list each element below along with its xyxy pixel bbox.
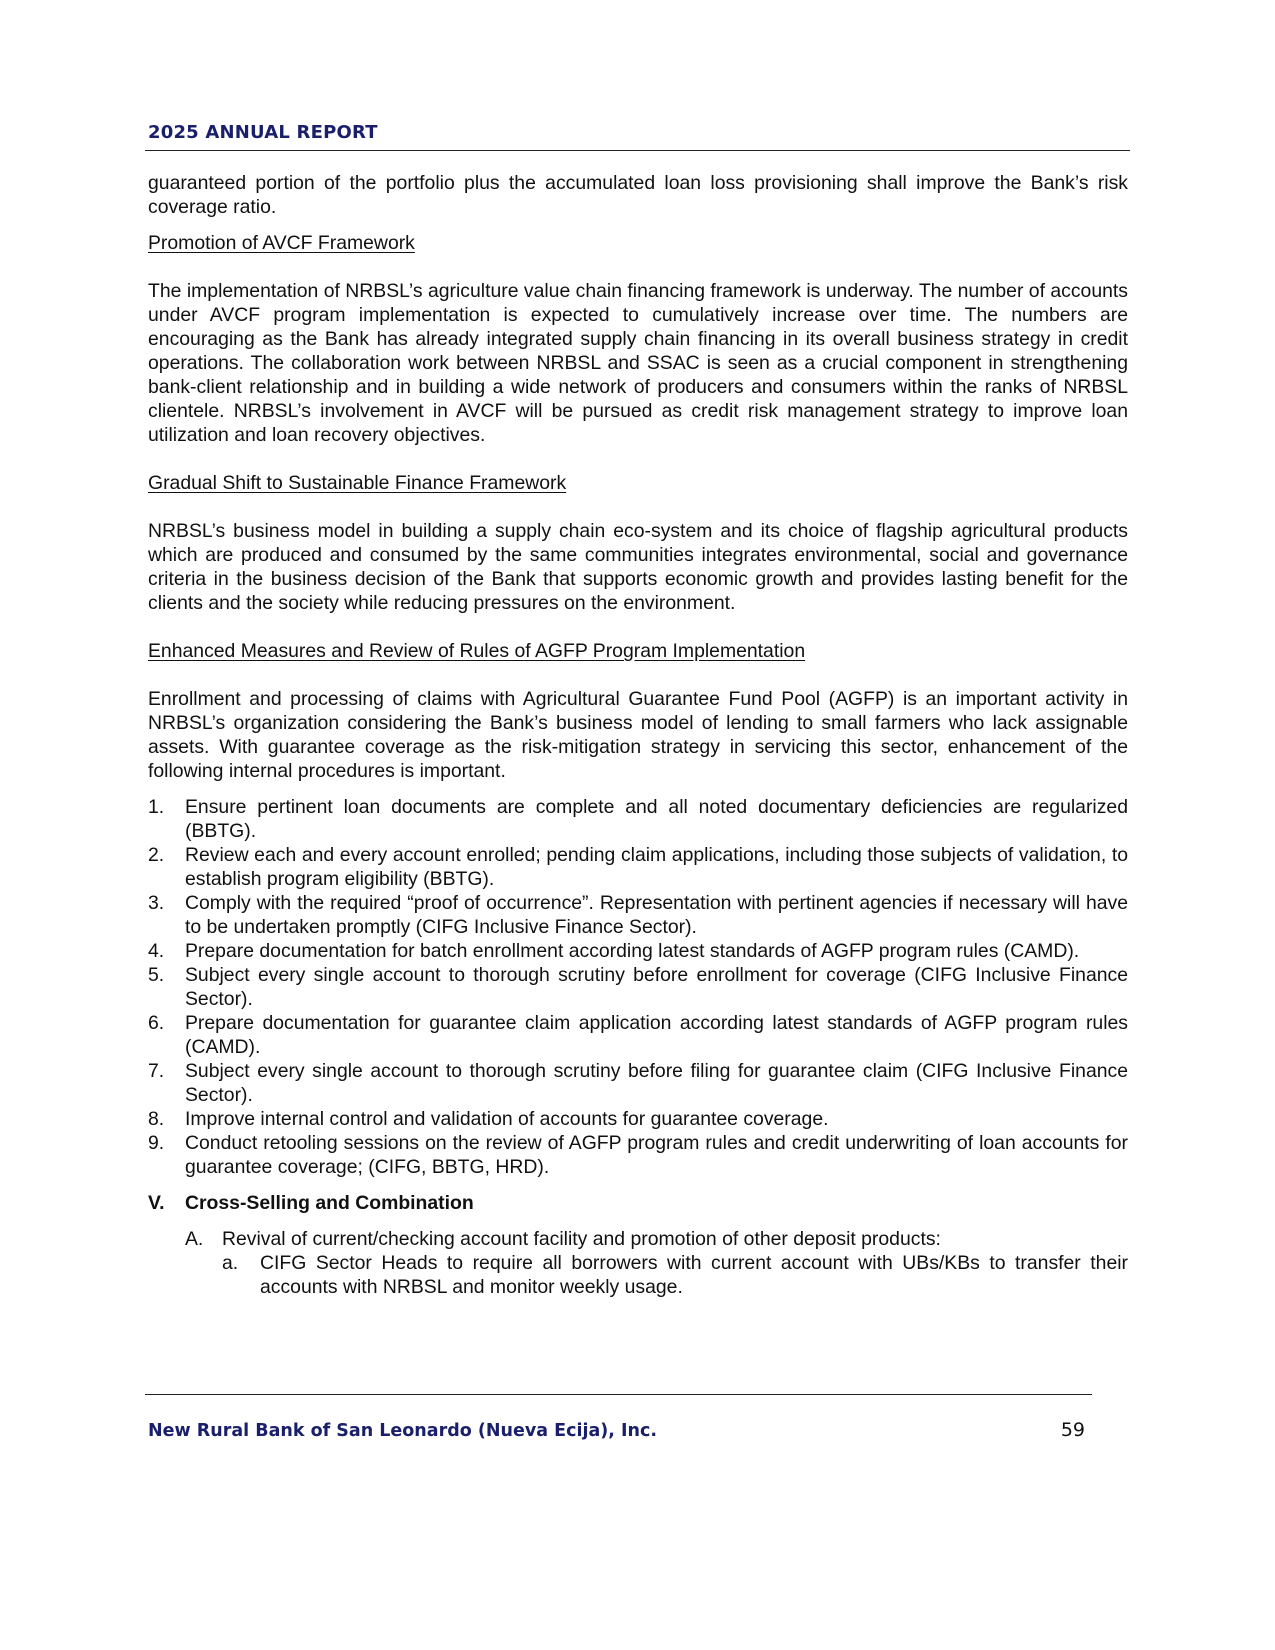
list-item-text: Prepare documentation for batch enrollment according latest standards of AGFP program rules (CAMD). bbox=[185, 940, 1080, 962]
list-item-number: 6. bbox=[148, 1012, 165, 1034]
section-v-number: V. bbox=[148, 1192, 165, 1214]
list-item-number: 8. bbox=[148, 1108, 165, 1130]
list-item-number: 5. bbox=[148, 964, 165, 986]
subsection-a-item-letter: a. bbox=[222, 1252, 239, 1274]
subsection-a-item-a bbox=[222, 1251, 1128, 1299]
section-body-agfp: Enrollment and processing of claims with Agricultural Guarantee Fund Pool (AGFP) is an important activity in NRBSL’s organization considering the Bank’s business model of lending to small farmers who lack assignable assets. With guarantee coverage as the risk-mitigation strategy in servicing this sector, enhancement of the following internal procedures is important. bbox=[148, 688, 1128, 782]
section-body-sustainable-finance: NRBSL’s business model in building a supply chain eco-system and its choice of flagship agricultural products which are produced and consumed by the same communities integrates environmental, social and governance criteria in the business decision of the Bank that supports economic growth and provides lasting benefit for the clients and the society while reducing pressures on the environment. bbox=[148, 520, 1128, 614]
list-item-number: 9. bbox=[148, 1132, 165, 1154]
list-item-text: Subject every single account to thorough scrutiny before filing for guarantee claim (CIFG Inclusive Finance Sector). bbox=[185, 1060, 1128, 1106]
list-item bbox=[148, 1059, 1128, 1107]
list-item bbox=[148, 963, 1128, 1011]
list-item bbox=[148, 1011, 1128, 1059]
page-number: 59 bbox=[1060, 1419, 1085, 1441]
list-item-number: 3. bbox=[148, 892, 165, 914]
list-item-number: 4. bbox=[148, 940, 165, 962]
section-v-title: Cross-Selling and Combination bbox=[185, 1192, 474, 1214]
subsection-a-letter: A. bbox=[185, 1228, 204, 1250]
report-header-title: 2025 ANNUAL REPORT bbox=[148, 122, 378, 143]
list-item-text: Ensure pertinent loan documents are complete and all noted documentary deficiencies are regularized (BBTG). bbox=[185, 796, 1128, 842]
list-item bbox=[148, 1131, 1128, 1179]
section-heading-sustainable-finance: Gradual Shift to Sustainable Finance Framework bbox=[148, 472, 567, 494]
list-item-number: 2. bbox=[148, 844, 165, 866]
section-body-avcf: The implementation of NRBSL’s agriculture value chain financing framework is underway. The number of accounts under AVCF program implementation is expected to cumulatively increase over time. The numbers are encouraging as the Bank has already integrated supply chain financing in its overall business strategy in credit operations. The collaboration work between NRBSL and SSAC is seen as a crucial component in strengthening bank-client relationship and in building a wide network of producers and consumers within the ranks of NRBSL clientele. NRBSL’s involvement in AVCF will be pursued as credit risk management strategy to improve loan utilization and loan recovery objectives. bbox=[148, 280, 1128, 446]
list-item-text: Subject every single account to thorough scrutiny before enrollment for coverage (CIFG Inclusive Finance Sector). bbox=[185, 964, 1128, 1010]
intro-paragraph: guaranteed portion of the portfolio plus the accumulated loan loss provisioning shall improve the Bank’s risk coverage ratio. bbox=[148, 172, 1128, 218]
section-heading-agfp: Enhanced Measures and Review of Rules of AGFP Program Implementation bbox=[148, 640, 806, 662]
list-item-text: Comply with the required “proof of occurrence”. Representation with pertinent agencies if necessary will have to be undertaken promptly (CIFG Inclusive Finance Sector). bbox=[185, 892, 1128, 938]
subsection-a-text: Revival of current/checking account facility and promotion of other deposit products: bbox=[222, 1228, 941, 1250]
list-item bbox=[148, 843, 1128, 891]
header-divider bbox=[145, 150, 1130, 151]
list-item-text: Conduct retooling sessions on the review of AGFP program rules and credit underwriting of loan accounts for guarantee coverage; (CIFG, BBTG, HRD). bbox=[185, 1132, 1128, 1178]
list-item bbox=[148, 1107, 1128, 1131]
footer-divider bbox=[145, 1394, 1092, 1395]
list-item bbox=[148, 891, 1128, 939]
section-heading-avcf: Promotion of AVCF Framework bbox=[148, 232, 415, 254]
page-content bbox=[148, 171, 1128, 1299]
procedures-list bbox=[148, 795, 1128, 1179]
list-item-number: 1. bbox=[148, 796, 165, 818]
list-item-text: Improve internal control and validation of accounts for guarantee coverage. bbox=[185, 1108, 829, 1130]
list-item-number: 7. bbox=[148, 1060, 165, 1082]
list-item-text: Review each and every account enrolled; pending claim applications, including those subjects of validation, to establish program eligibility (BBTG). bbox=[185, 844, 1128, 890]
section-v-heading bbox=[148, 1191, 1128, 1215]
footer-bank-name: New Rural Bank of San Leonardo (Nueva Ecija), Inc. bbox=[148, 1421, 657, 1441]
list-item bbox=[148, 795, 1128, 843]
list-item-text: Prepare documentation for guarantee claim application according latest standards of AGFP program rules (CAMD). bbox=[185, 1012, 1128, 1058]
subsection-a bbox=[185, 1227, 1128, 1251]
subsection-a-item-text: CIFG Sector Heads to require all borrowers with current account with UBs/KBs to transfer their accounts with NRBSL and monitor weekly usage. bbox=[260, 1252, 1128, 1298]
list-item bbox=[148, 939, 1128, 963]
